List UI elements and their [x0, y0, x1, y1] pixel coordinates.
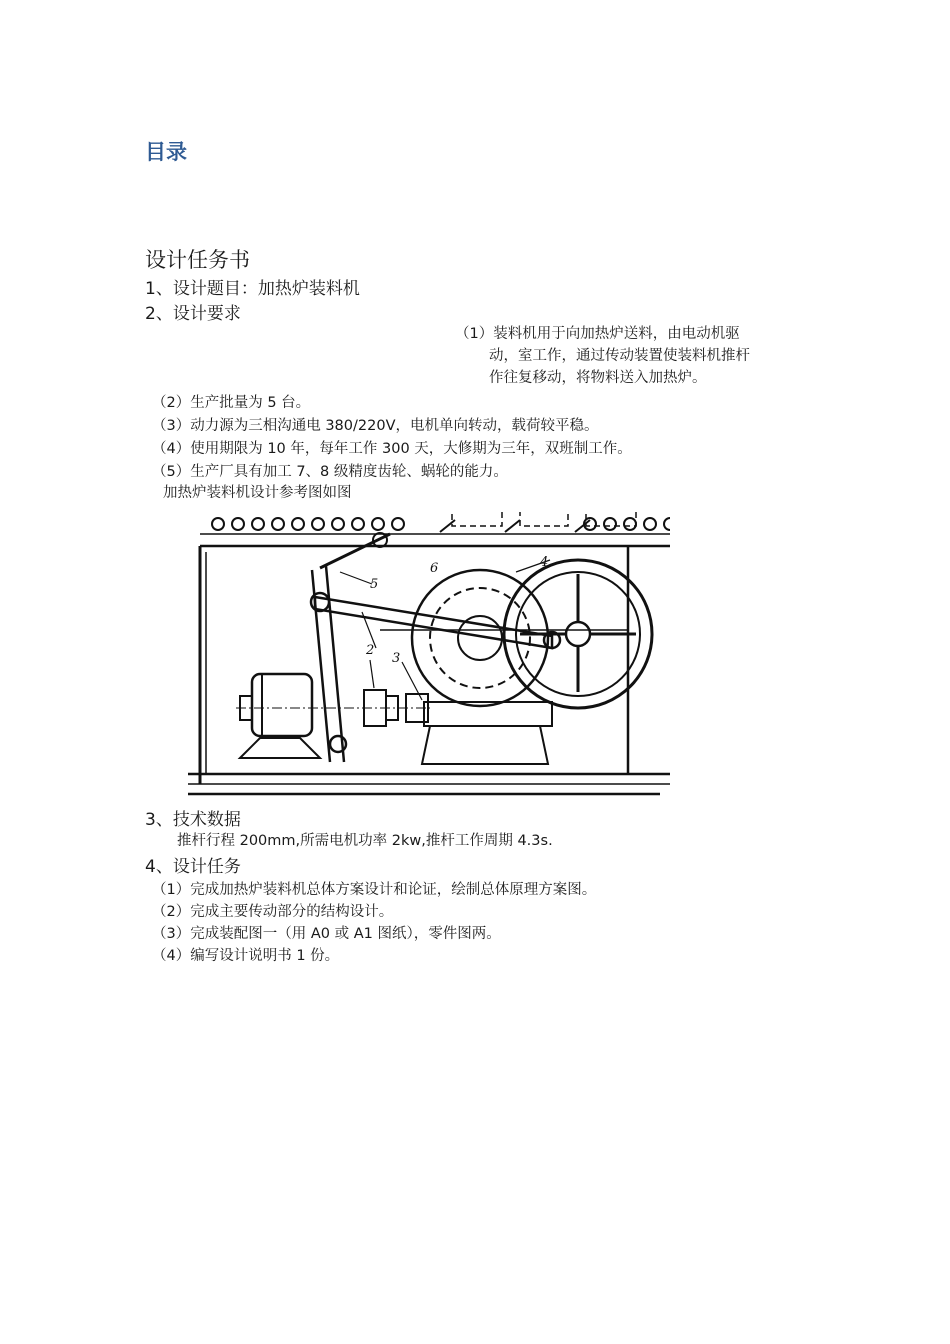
section-2-title: 2、设计要求: [145, 304, 241, 324]
task-title: 设计任务书: [145, 248, 250, 272]
section-3-title: 3、技术数据: [145, 810, 241, 830]
requirement-1-line3: 作往复移动，将物料送入加热炉。: [489, 370, 707, 386]
toc-title: 目录: [145, 140, 187, 164]
requirement-1-line2: 动，室工作，通过传动装置使装料机推杆: [489, 348, 750, 364]
figure-caption: 加热炉装料机设计参考图如图: [163, 485, 352, 501]
requirement-2: （2）生产批量为 5 台。: [152, 395, 311, 411]
task-3: （3）完成装配图一（用 A0 或 A1 图纸），零件图两。: [152, 926, 501, 942]
callout-2: 2: [366, 643, 375, 658]
requirement-3: （3）动力源为三相沟通电 380/220V，电机单向转动，载荷较平稳。: [152, 418, 599, 434]
loader-diagram: [180, 512, 670, 800]
requirement-4: （4）使用期限为 10 年，每年工作 300 天，大修期为三年，双班制工作。: [152, 441, 632, 457]
task-4: （4）编写设计说明书 1 份。: [152, 948, 340, 964]
callout-5: 5: [370, 577, 379, 592]
requirement-5: （5）生产厂具有加工 7、8 级精度齿轮、蜗轮的能力。: [152, 464, 508, 480]
requirement-1-line1: （1）装料机用于向加热炉送料，由电动机驱: [455, 326, 740, 342]
callout-4: 4: [540, 555, 549, 570]
conveyor-rollers: [212, 518, 670, 530]
task-2: （2）完成主要传动部分的结构设计。: [152, 904, 394, 920]
callout-6: 6: [430, 561, 439, 576]
tech-data: 推杆行程 200mm,所需电机功率 2kw,推杆工作周期 4.3s.: [177, 833, 553, 849]
section-4-title: 4、设计任务: [145, 857, 241, 877]
requirement-1: [455, 323, 800, 389]
callout-3: 3: [392, 651, 401, 666]
task-1: （1）完成加热炉装料机总体方案设计和论证，绘制总体原理方案图。: [152, 882, 597, 898]
section-1-title: 1、设计题目：加热炉装料机: [145, 279, 360, 299]
